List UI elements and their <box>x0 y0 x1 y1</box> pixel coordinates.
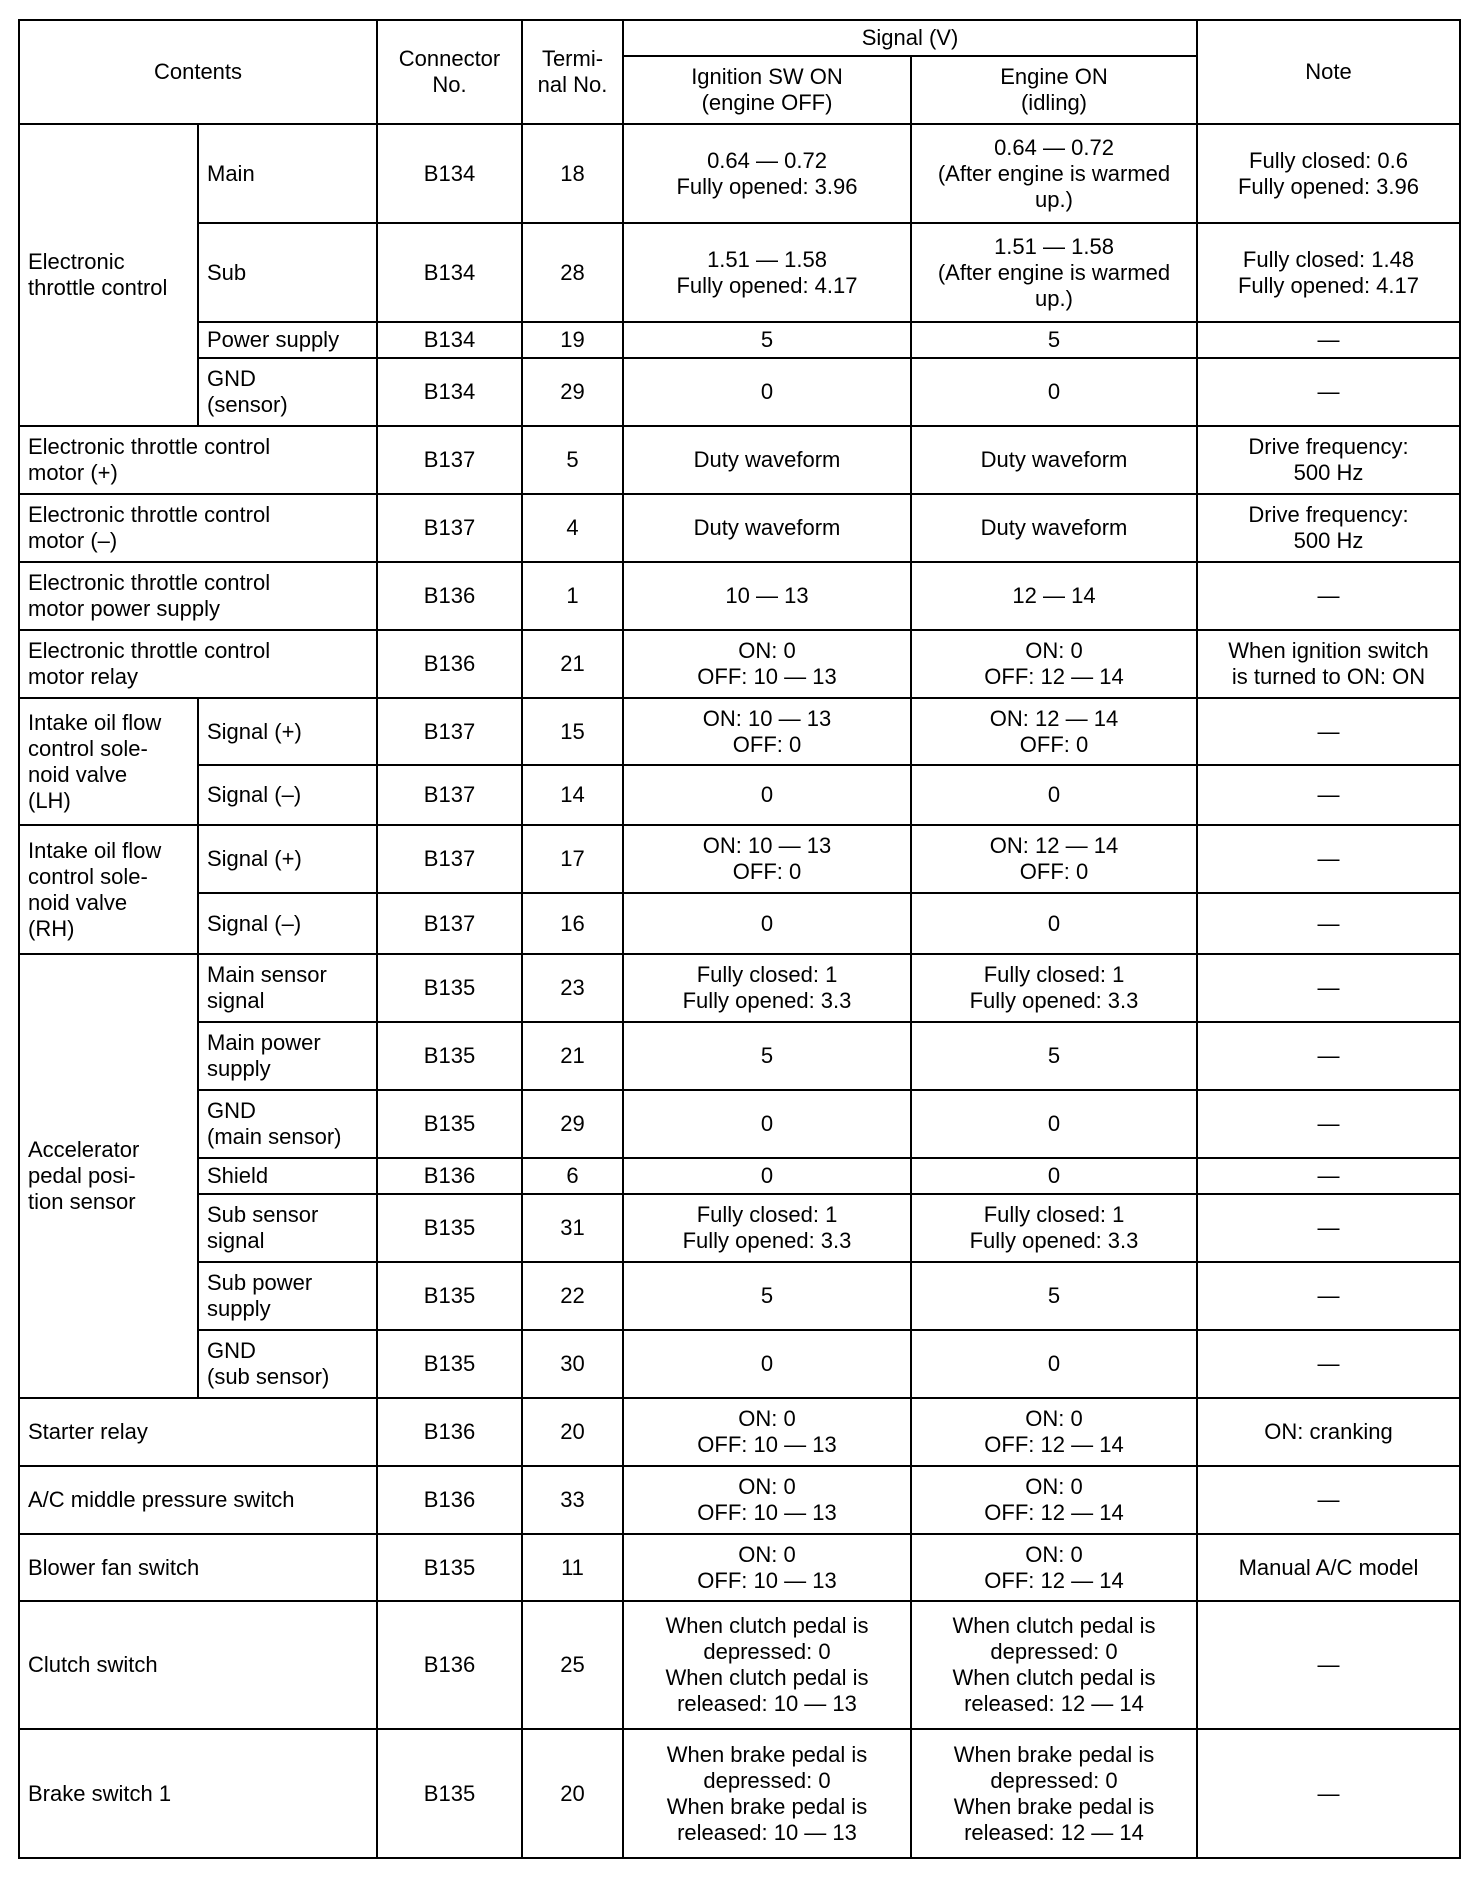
table-row <box>19 494 1460 562</box>
signal-ignition-on: 0 <box>623 358 911 426</box>
note: — <box>1197 1262 1460 1330</box>
contents-label: Electronic throttle control motor relay <box>19 630 377 698</box>
connector-no: B137 <box>377 893 522 954</box>
terminal-no: 23 <box>522 954 623 1022</box>
table-row <box>19 954 1460 1022</box>
signal-ignition-on: 0 <box>623 1330 911 1398</box>
terminal-no: 29 <box>522 1090 623 1158</box>
signal-ignition-on: When brake pedal is depressed: 0 When brake pedal is released: 10 — 13 <box>623 1729 911 1858</box>
signal-engine-on: 5 <box>911 1022 1197 1090</box>
signal-engine-on: 0 <box>911 1158 1197 1194</box>
terminal-no: 33 <box>522 1466 623 1534</box>
table-row <box>19 1090 1460 1158</box>
table-row <box>19 1158 1460 1194</box>
note: Fully closed: 0.6 Fully opened: 3.96 <box>1197 124 1460 223</box>
table-row <box>19 426 1460 494</box>
note: — <box>1197 1601 1460 1729</box>
note: — <box>1197 1090 1460 1158</box>
signal-engine-on: ON: 12 — 14 OFF: 0 <box>911 825 1197 893</box>
signal-engine-on: When brake pedal is depressed: 0 When brake pedal is released: 12 — 14 <box>911 1729 1197 1858</box>
connector-no: B137 <box>377 494 522 562</box>
sub-item-label: GND (sub sensor) <box>198 1330 377 1398</box>
note: — <box>1197 954 1460 1022</box>
signal-engine-on: Duty waveform <box>911 494 1197 562</box>
table-row <box>19 1330 1460 1398</box>
connector-no: B135 <box>377 954 522 1022</box>
note: — <box>1197 1466 1460 1534</box>
note: When ignition switch is turned to ON: ON <box>1197 630 1460 698</box>
signal-ignition-on: ON: 0 OFF: 10 — 13 <box>623 630 911 698</box>
connector-no: B137 <box>377 698 522 765</box>
note: Manual A/C model <box>1197 1534 1460 1601</box>
signal-ignition-on: ON: 10 — 13 OFF: 0 <box>623 698 911 765</box>
terminal-no: 11 <box>522 1534 623 1601</box>
contents-label: Electronic throttle control motor power supply <box>19 562 377 630</box>
signal-engine-on: When clutch pedal is depressed: 0 When clutch pedal is released: 12 — 14 <box>911 1601 1197 1729</box>
connector-no: B136 <box>377 630 522 698</box>
contents-label: Electronic throttle control <box>19 124 198 426</box>
header-signal: Signal (V) <box>623 20 1197 56</box>
signal-ignition-on: 0 <box>623 765 911 825</box>
table-row <box>19 1262 1460 1330</box>
contents-label: Accelerator pedal posi- tion sensor <box>19 954 198 1398</box>
table-row <box>19 630 1460 698</box>
table-row <box>19 322 1460 358</box>
table-row <box>19 223 1460 322</box>
connector-no: B134 <box>377 322 522 358</box>
connector-no: B136 <box>377 1466 522 1534</box>
note: — <box>1197 1194 1460 1262</box>
connector-no: B137 <box>377 426 522 494</box>
note: Fully closed: 1.48 Fully opened: 4.17 <box>1197 223 1460 322</box>
signal-engine-on: 0 <box>911 1330 1197 1398</box>
connector-no: B134 <box>377 223 522 322</box>
sub-item-label: Signal (+) <box>198 698 377 765</box>
terminal-no: 20 <box>522 1729 623 1858</box>
connector-no: B134 <box>377 358 522 426</box>
signal-engine-on: 0 <box>911 893 1197 954</box>
terminal-no: 14 <box>522 765 623 825</box>
note: — <box>1197 322 1460 358</box>
terminal-no: 19 <box>522 322 623 358</box>
table-row <box>19 1534 1460 1601</box>
terminal-no: 22 <box>522 1262 623 1330</box>
signal-engine-on: 0 <box>911 1090 1197 1158</box>
connector-no: B135 <box>377 1262 522 1330</box>
note: — <box>1197 1022 1460 1090</box>
connector-no: B135 <box>377 1022 522 1090</box>
note: — <box>1197 893 1460 954</box>
signal-ignition-on: 5 <box>623 322 911 358</box>
signal-ignition-on: Fully closed: 1 Fully opened: 3.3 <box>623 954 911 1022</box>
signal-engine-on: Fully closed: 1 Fully opened: 3.3 <box>911 954 1197 1022</box>
table-row <box>19 358 1460 426</box>
terminal-no: 5 <box>522 426 623 494</box>
table-row <box>19 765 1460 825</box>
signal-engine-on: ON: 0 OFF: 12 — 14 <box>911 1534 1197 1601</box>
sub-item-label: Sub sensor signal <box>198 1194 377 1262</box>
signal-ignition-on: When clutch pedal is depressed: 0 When clutch pedal is released: 10 — 13 <box>623 1601 911 1729</box>
signal-engine-on: 5 <box>911 322 1197 358</box>
table-row <box>19 1398 1460 1466</box>
connector-no: B137 <box>377 825 522 893</box>
terminal-no: 25 <box>522 1601 623 1729</box>
terminal-no: 29 <box>522 358 623 426</box>
note: — <box>1197 358 1460 426</box>
sub-item-label: Main power supply <box>198 1022 377 1090</box>
signal-engine-on: 1.51 — 1.58 (After engine is warmed up.) <box>911 223 1197 322</box>
connector-no: B136 <box>377 1398 522 1466</box>
header-connector: Connector No. <box>377 20 522 124</box>
contents-label: Electronic throttle control motor (+) <box>19 426 377 494</box>
connector-no: B135 <box>377 1330 522 1398</box>
signal-ignition-on: 1.51 — 1.58 Fully opened: 4.17 <box>623 223 911 322</box>
table-row <box>19 698 1460 765</box>
terminal-no: 28 <box>522 223 623 322</box>
table-row <box>19 1194 1460 1262</box>
terminal-no: 1 <box>522 562 623 630</box>
sub-item-label: GND (sensor) <box>198 358 377 426</box>
signal-ignition-on: Duty waveform <box>623 426 911 494</box>
contents-label: Electronic throttle control motor (–) <box>19 494 377 562</box>
terminal-no: 16 <box>522 893 623 954</box>
sub-item-label: Sub power supply <box>198 1262 377 1330</box>
connector-no: B135 <box>377 1729 522 1858</box>
signal-table <box>18 19 1461 1859</box>
connector-no: B135 <box>377 1090 522 1158</box>
table-row <box>19 1022 1460 1090</box>
note: — <box>1197 562 1460 630</box>
sub-item-label: Sub <box>198 223 377 322</box>
signal-ignition-on: 0 <box>623 1158 911 1194</box>
connector-no: B136 <box>377 1601 522 1729</box>
table-row <box>19 1729 1460 1858</box>
signal-ignition-on: 10 — 13 <box>623 562 911 630</box>
terminal-no: 21 <box>522 1022 623 1090</box>
table-row <box>19 1466 1460 1534</box>
header-terminal: Termi- nal No. <box>522 20 623 124</box>
connector-no: B136 <box>377 562 522 630</box>
signal-ignition-on: ON: 0 OFF: 10 — 13 <box>623 1534 911 1601</box>
connector-no: B134 <box>377 124 522 223</box>
signal-engine-on: 0 <box>911 358 1197 426</box>
terminal-no: 6 <box>522 1158 623 1194</box>
signal-engine-on: ON: 0 OFF: 12 — 14 <box>911 1398 1197 1466</box>
signal-ignition-on: ON: 10 — 13 OFF: 0 <box>623 825 911 893</box>
signal-engine-on: ON: 12 — 14 OFF: 0 <box>911 698 1197 765</box>
table-row <box>19 562 1460 630</box>
contents-label: A/C middle pressure switch <box>19 1466 377 1534</box>
header-engine: Engine ON (idling) <box>911 56 1197 124</box>
connector-no: B136 <box>377 1158 522 1194</box>
sub-item-label: Signal (–) <box>198 893 377 954</box>
note: — <box>1197 1729 1460 1858</box>
terminal-no: 15 <box>522 698 623 765</box>
signal-engine-on: 5 <box>911 1262 1197 1330</box>
signal-ignition-on: ON: 0 OFF: 10 — 13 <box>623 1398 911 1466</box>
sub-item-label: GND (main sensor) <box>198 1090 377 1158</box>
terminal-no: 17 <box>522 825 623 893</box>
connector-no: B137 <box>377 765 522 825</box>
note: Drive frequency: 500 Hz <box>1197 426 1460 494</box>
contents-label: Blower fan switch <box>19 1534 377 1601</box>
connector-no: B135 <box>377 1194 522 1262</box>
header-ignition: Ignition SW ON (engine OFF) <box>623 56 911 124</box>
terminal-no: 31 <box>522 1194 623 1262</box>
sub-item-label: Signal (–) <box>198 765 377 825</box>
terminal-no: 18 <box>522 124 623 223</box>
terminal-no: 20 <box>522 1398 623 1466</box>
sub-item-label: Main <box>198 124 377 223</box>
signal-engine-on: ON: 0 OFF: 12 — 14 <box>911 630 1197 698</box>
signal-engine-on: Duty waveform <box>911 426 1197 494</box>
table-row <box>19 1601 1460 1729</box>
signal-ignition-on: 0.64 — 0.72 Fully opened: 3.96 <box>623 124 911 223</box>
sub-item-label: Power supply <box>198 322 377 358</box>
signal-ignition-on: 0 <box>623 893 911 954</box>
signal-engine-on: 12 — 14 <box>911 562 1197 630</box>
note: — <box>1197 825 1460 893</box>
signal-engine-on: 0.64 — 0.72 (After engine is warmed up.) <box>911 124 1197 223</box>
signal-engine-on: 0 <box>911 765 1197 825</box>
signal-engine-on: Fully closed: 1 Fully opened: 3.3 <box>911 1194 1197 1262</box>
contents-label: Intake oil flow control sole- noid valve (RH) <box>19 825 198 954</box>
note: ON: cranking <box>1197 1398 1460 1466</box>
note: — <box>1197 1158 1460 1194</box>
signal-ignition-on: ON: 0 OFF: 10 — 13 <box>623 1466 911 1534</box>
terminal-no: 30 <box>522 1330 623 1398</box>
signal-engine-on: ON: 0 OFF: 12 — 14 <box>911 1466 1197 1534</box>
table-row <box>19 124 1460 223</box>
note: Drive frequency: 500 Hz <box>1197 494 1460 562</box>
connector-no: B135 <box>377 1534 522 1601</box>
terminal-no: 4 <box>522 494 623 562</box>
sub-item-label: Shield <box>198 1158 377 1194</box>
terminal-no: 21 <box>522 630 623 698</box>
signal-ignition-on: 5 <box>623 1262 911 1330</box>
contents-label: Intake oil flow control sole- noid valve (LH) <box>19 698 198 825</box>
signal-ignition-on: 0 <box>623 1090 911 1158</box>
contents-label: Starter relay <box>19 1398 377 1466</box>
note: — <box>1197 765 1460 825</box>
signal-ignition-on: Duty waveform <box>623 494 911 562</box>
table-row <box>19 893 1460 954</box>
note: — <box>1197 698 1460 765</box>
header-contents: Contents <box>19 20 377 124</box>
contents-label: Clutch switch <box>19 1601 377 1729</box>
header-note: Note <box>1197 20 1460 124</box>
table-row <box>19 825 1460 893</box>
contents-label: Brake switch 1 <box>19 1729 377 1858</box>
signal-ignition-on: Fully closed: 1 Fully opened: 3.3 <box>623 1194 911 1262</box>
signal-ignition-on: 5 <box>623 1022 911 1090</box>
sub-item-label: Signal (+) <box>198 825 377 893</box>
sub-item-label: Main sensor signal <box>198 954 377 1022</box>
note: — <box>1197 1330 1460 1398</box>
